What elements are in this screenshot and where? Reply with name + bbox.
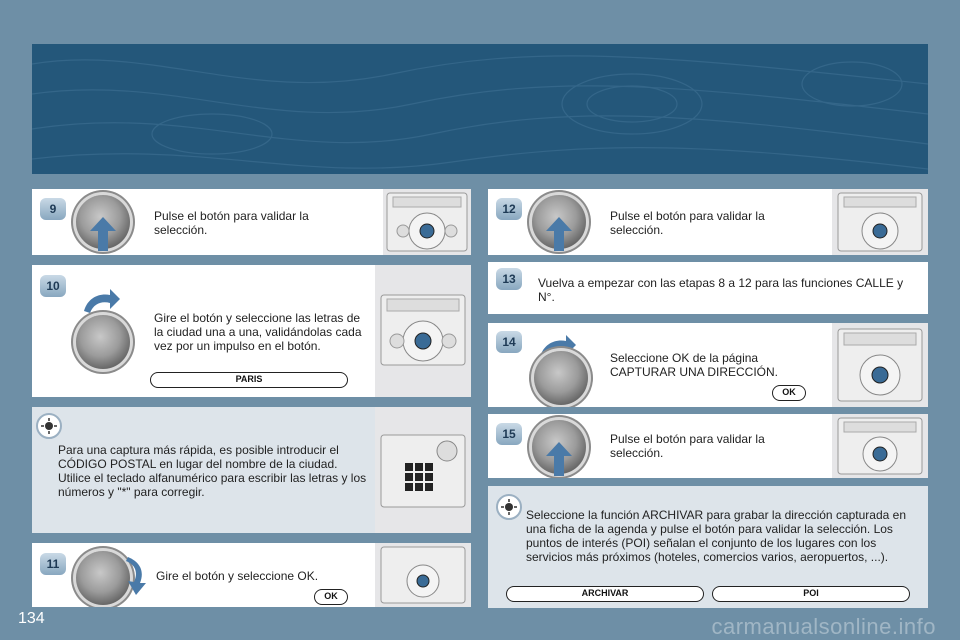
archivar-button[interactable]: ARCHIVAR	[506, 586, 704, 602]
step-13-badge: 13	[496, 268, 522, 290]
radio-panel-icon	[832, 414, 928, 478]
step-10-card	[32, 265, 471, 397]
step-12-badge: 12	[496, 198, 522, 220]
step-10-text: Gire el botón y seleccione las letras de la ciudad una a una, validándolas cada vez por un impulso en el botón.	[154, 311, 362, 353]
step-13-text: Vuelva a empezar con las etapas 8 a 12 para las funciones CALLE y N°.	[538, 276, 904, 304]
tip-sun-icon	[36, 413, 62, 439]
press-arrow-icon	[544, 217, 574, 251]
step-9-badge: 9	[40, 198, 66, 220]
control-knob-icon	[76, 551, 130, 605]
step-12-text: Pulse el botón para validar la selección.	[610, 209, 765, 237]
step-14-card	[488, 323, 928, 407]
topographic-pattern	[32, 44, 928, 174]
step-11-badge: 11	[40, 553, 66, 575]
watermark: carmanualsonline.info	[711, 614, 936, 639]
rotate-arrow-icon	[82, 287, 122, 315]
step-12-card	[488, 189, 928, 255]
radio-panel-icon	[375, 265, 471, 397]
step-10-badge: 10	[40, 275, 66, 297]
step-13-card	[488, 262, 928, 314]
step-11-card	[32, 543, 471, 607]
radio-panel-icon	[383, 189, 471, 255]
step-15-badge: 15	[496, 423, 522, 445]
radio-panel-icon	[832, 323, 928, 407]
keypad-panel-icon	[375, 407, 471, 533]
header-banner	[32, 44, 928, 174]
step-15-text: Pulse el botón para validar la selección.	[610, 432, 765, 460]
step-15-card	[488, 414, 928, 478]
step-11-text: Gire el botón y seleccione OK.	[156, 569, 319, 583]
radio-panel-icon	[375, 543, 471, 607]
control-knob-icon	[534, 351, 588, 405]
control-knob-icon	[76, 315, 130, 369]
city-field[interactable]: PARIS	[150, 372, 348, 388]
tip-1-card	[32, 407, 471, 533]
tip-1-text: Para una captura más rápida, es posible introducir el CÓDIGO POSTAL en lugar del nombre de la ciudad. Utilice el teclado alfanumérico para escribir las letras y los números y "*" para corregir.	[58, 443, 367, 499]
ok-button[interactable]: OK	[314, 589, 348, 605]
ok-button[interactable]: OK	[772, 385, 806, 401]
radio-panel-icon	[832, 189, 928, 255]
press-arrow-icon	[544, 442, 574, 476]
step-14-badge: 14	[496, 331, 522, 353]
step-9-text: Pulse el botón para validar la selección.	[154, 209, 309, 237]
step-14-text: Seleccione OK de la página CAPTURAR UNA DIRECCIÓN.	[610, 351, 779, 379]
tip-sun-icon	[496, 494, 522, 520]
page-number: 134	[18, 610, 45, 627]
poi-button[interactable]: POI	[712, 586, 910, 602]
rotate-arrow-icon	[124, 555, 150, 595]
press-arrow-icon	[88, 217, 118, 251]
tip-2-text: Seleccione la función ARCHIVAR para grabar la dirección capturada en una ficha de la agenda y pulse el botón para validar la selección. Los puntos de interés (POI) señalan el conjunto de los lugares con los servicios más próximos (hoteles, comercios varios, aeropuertos, ...).	[526, 508, 906, 564]
step-9-card	[32, 189, 471, 255]
tip-2-card	[488, 486, 928, 608]
